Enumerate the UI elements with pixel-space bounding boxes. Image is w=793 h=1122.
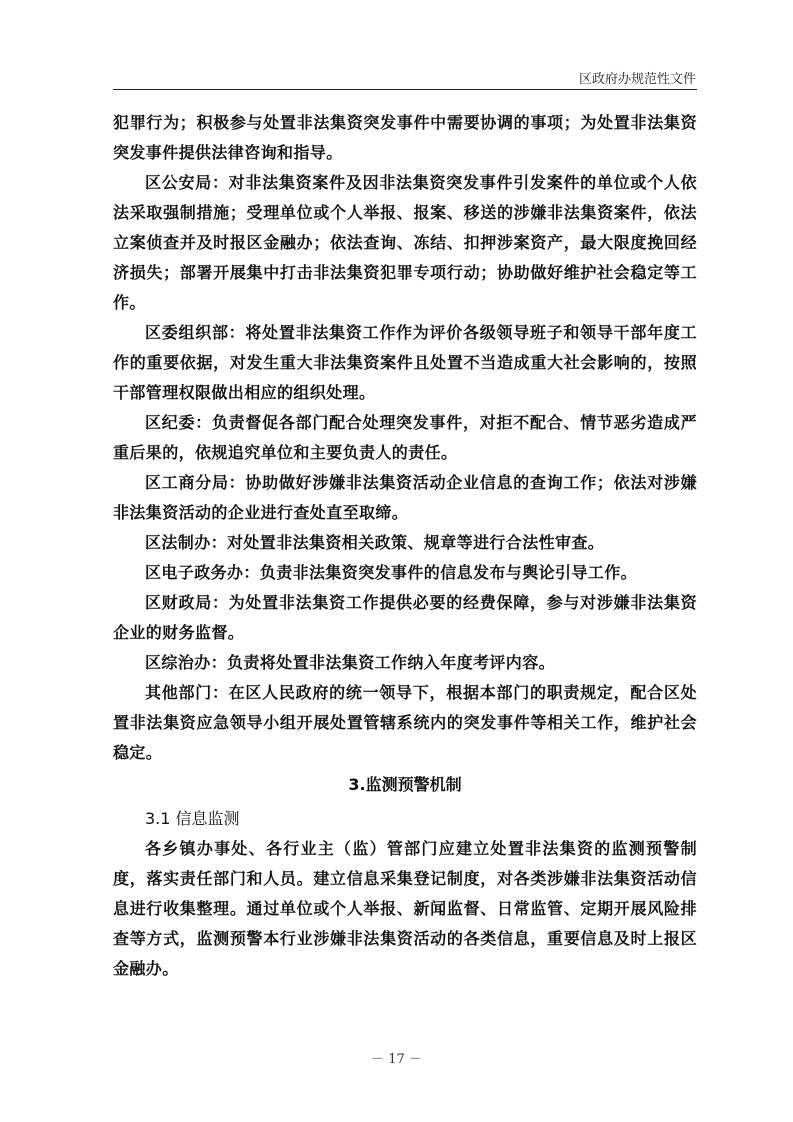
subsection-heading: 3.1 信息监测 (145, 809, 240, 828)
document-body (113, 108, 697, 984)
paragraph-public-security: 区公安局：对非法集资案件及因非法集资突发事件引发案件的单位或个人依法采取强制措施；受理单位或个人举报、报案、移送的涉嫌非法集资案件，依法立案侦查并及时报区金融办；依法查询、冻结、扣押涉案资产，最大限度挽回经济损失；部署开展集中打击非法集资犯罪专项行动；协助做好维护社会稳定等工作。 (113, 173, 697, 312)
paragraph-e-government: 区电子政务办：负责非法集资突发事件的信息发布与舆论引导工作。 (145, 563, 638, 582)
paragraph-discipline-commission: 区纪委：负责督促各部门配合处理突发事件，对拒不配合、情节恶劣造成严重后果的，依规追究单位和主要负责人的责任。 (113, 413, 697, 462)
paragraph-organization-dept: 区委组织部：将处置非法集资工作作为评价各级领导班子和领导干部年度工作的重要依据，对发生重大非法集资案件且处置不当造成重大社会影响的，按照干部管理权限做出相应的组织处理。 (113, 323, 697, 402)
paragraph-continuation: 犯罪行为；积极参与处置非法集资突发事件中需要协调的事项；为处置非法集资突发事件提供法律咨询和指导。 (113, 113, 697, 162)
header-divider (113, 89, 697, 90)
paragraph-other-departments: 其他部门：在区人民政府的统一领导下，根据本部门的职责规定，配合区处置非法集资应急领导小组开展处置管辖系统内的突发事件等相关工作，维护社会稳定。 (113, 683, 697, 762)
paragraph-legal-office: 区法制办：对处置非法集资相关政策、规章等进行合法性审查。 (145, 533, 605, 552)
paragraph-comprehensive-governance: 区综治办：负责将处置非法集资工作纳入年度考评内容。 (145, 653, 556, 672)
paragraph-finance-bureau: 区财政局：为处置非法集资工作提供必要的经费保障，参与对涉嫌非法集资企业的财务监督。 (113, 593, 697, 642)
section-heading: 3.监测预警机制 (348, 775, 462, 794)
page-number: － 17 － (371, 1052, 422, 1067)
header-title: 区政府办规范性文件 (578, 72, 696, 87)
paragraph-info-monitoring: 各乡镇办事处、各行业主（监）管部门应建立处置非法集资的监测预警制度，落实责任部门和人员。建立信息采集登记制度，对各类涉嫌非法集资活动信息进行收集整理。通过单位或个人举报、新闻监督、日常监管、定期开展风险排查等方式，监测预警本行业涉嫌非法集资活动的各类信息，重要信息及时上报区金融办。 (113, 839, 697, 978)
paragraph-industry-commerce: 区工商分局：协助做好涉嫌非法集资活动企业信息的查询工作；依法对涉嫌非法集资活动的企业进行查处直至取缔。 (113, 473, 697, 522)
